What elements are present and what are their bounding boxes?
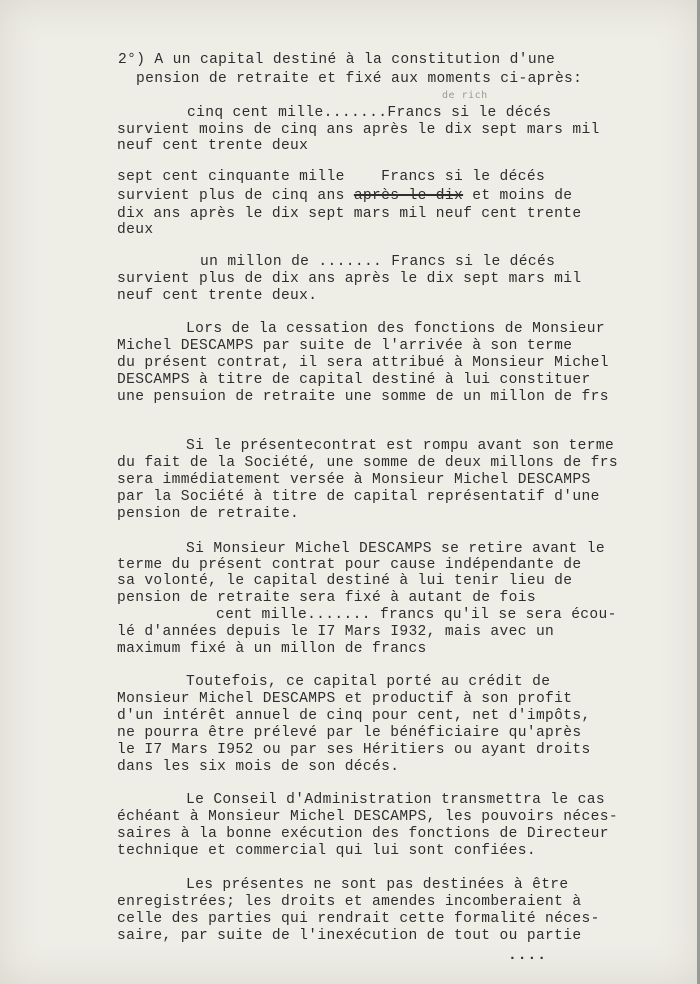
- text-line: lé d'années depuis le I7 Mars I932, mais avec un: [117, 624, 555, 640]
- text-line: d'un intérêt annuel de cinq pour cent, net d'impôts,: [117, 708, 591, 724]
- text-line: Le Conseil d'Administration transmettra le cas: [186, 792, 605, 808]
- text-line: dans les six mois de son décés.: [117, 759, 400, 775]
- text-line: sept cent cinquante mille Francs si le décés: [117, 169, 546, 185]
- text-line: survient moins de cinq ans après le dix sept mars mil: [117, 122, 600, 138]
- text-line: 2°) A un capital destiné à la constitution d'une: [118, 52, 556, 68]
- text-line: neuf cent trente deux: [117, 138, 309, 154]
- text-line: sera immédiatement versée à Monsieur Michel DESCAMPS: [117, 472, 591, 488]
- text-line: technique et commercial qui lui sont confiées.: [117, 843, 536, 859]
- text-line: [117, 188, 572, 204]
- text-line: terme du présent contrat pour cause indépendante de: [117, 557, 582, 573]
- text-line: enregistrées; les droits et amendes incomberaient à: [117, 894, 582, 910]
- text-line: le I7 Mars I952 ou par ses Héritiers ou ayant droits: [117, 742, 591, 758]
- text-line: sa volonté, le capital destiné à lui tenir lieu de: [117, 573, 573, 589]
- text-line: Michel DESCAMPS par suite de l'arrivée à son terme: [117, 338, 573, 354]
- text-line: du présent contrat, il sera attribué à Monsieur Michel: [117, 355, 609, 371]
- text-line: Monsieur Michel DESCAMPS et productif à son profit: [117, 691, 573, 707]
- continuation-dots: ....: [508, 948, 548, 964]
- text-line: DESCAMPS à titre de capital destiné à lui constituer: [117, 372, 591, 388]
- text-line: saire, par suite de l'inexécution de tout ou partie: [117, 928, 582, 944]
- text-line: pension de retraite et fixé aux moments ci-après:: [136, 71, 583, 87]
- text-line: neuf cent trente deux.: [117, 288, 318, 304]
- text-line: ne pourra être prélevé par le bénéficiaire qu'après: [117, 725, 582, 741]
- text-line: cent mille....... francs qu'il se sera écou-: [216, 607, 617, 623]
- text-line: Les présentes ne sont pas destinées à être: [186, 877, 569, 893]
- handwritten-annotation: de rich: [442, 90, 488, 101]
- text-line: survient plus de dix ans après le dix sept mars mil: [117, 271, 582, 287]
- text-line: dix ans après le dix sept mars mil neuf cent trente: [117, 206, 582, 222]
- text-line: deux: [117, 222, 154, 238]
- text-line: pension de retraite.: [117, 506, 300, 522]
- text-line: un millon de ....... Francs si le décés: [200, 254, 556, 270]
- text-segment: survient plus de cinq ans: [117, 188, 345, 204]
- struck-text: après le dix: [353, 188, 464, 204]
- text-line: Toutefois, ce capital porté au crédit de: [186, 674, 551, 690]
- text-line: Si Monsieur Michel DESCAMPS se retire avant le: [186, 541, 605, 557]
- text-line: échéant à Monsieur Michel DESCAMPS, les pouvoirs néces-: [117, 809, 618, 825]
- text-line: saires à la bonne exécution des fonctions de Directeur: [117, 826, 609, 842]
- text-line: celle des parties qui rendrait cette formalité néces-: [117, 911, 600, 927]
- text-line: Lors de la cessation des fonctions de Monsieur: [186, 321, 605, 337]
- text-line: une pensuion de retraite une somme de un millon de frs: [117, 389, 609, 405]
- text-line: cinq cent mille.......Francs si le décés: [187, 105, 552, 121]
- text-line: maximum fixé à un millon de francs: [117, 641, 427, 657]
- text-line: pension de retraite sera fixé à autant de fois: [117, 590, 536, 606]
- text-line: par la Société à titre de capital représentatif d'une: [117, 489, 600, 505]
- text-line: du fait de la Société, une somme de deux millons de frs: [117, 455, 618, 471]
- text-segment: et moins de: [472, 188, 573, 204]
- text-line: Si le présentecontrat est rompu avant son terme: [186, 438, 615, 454]
